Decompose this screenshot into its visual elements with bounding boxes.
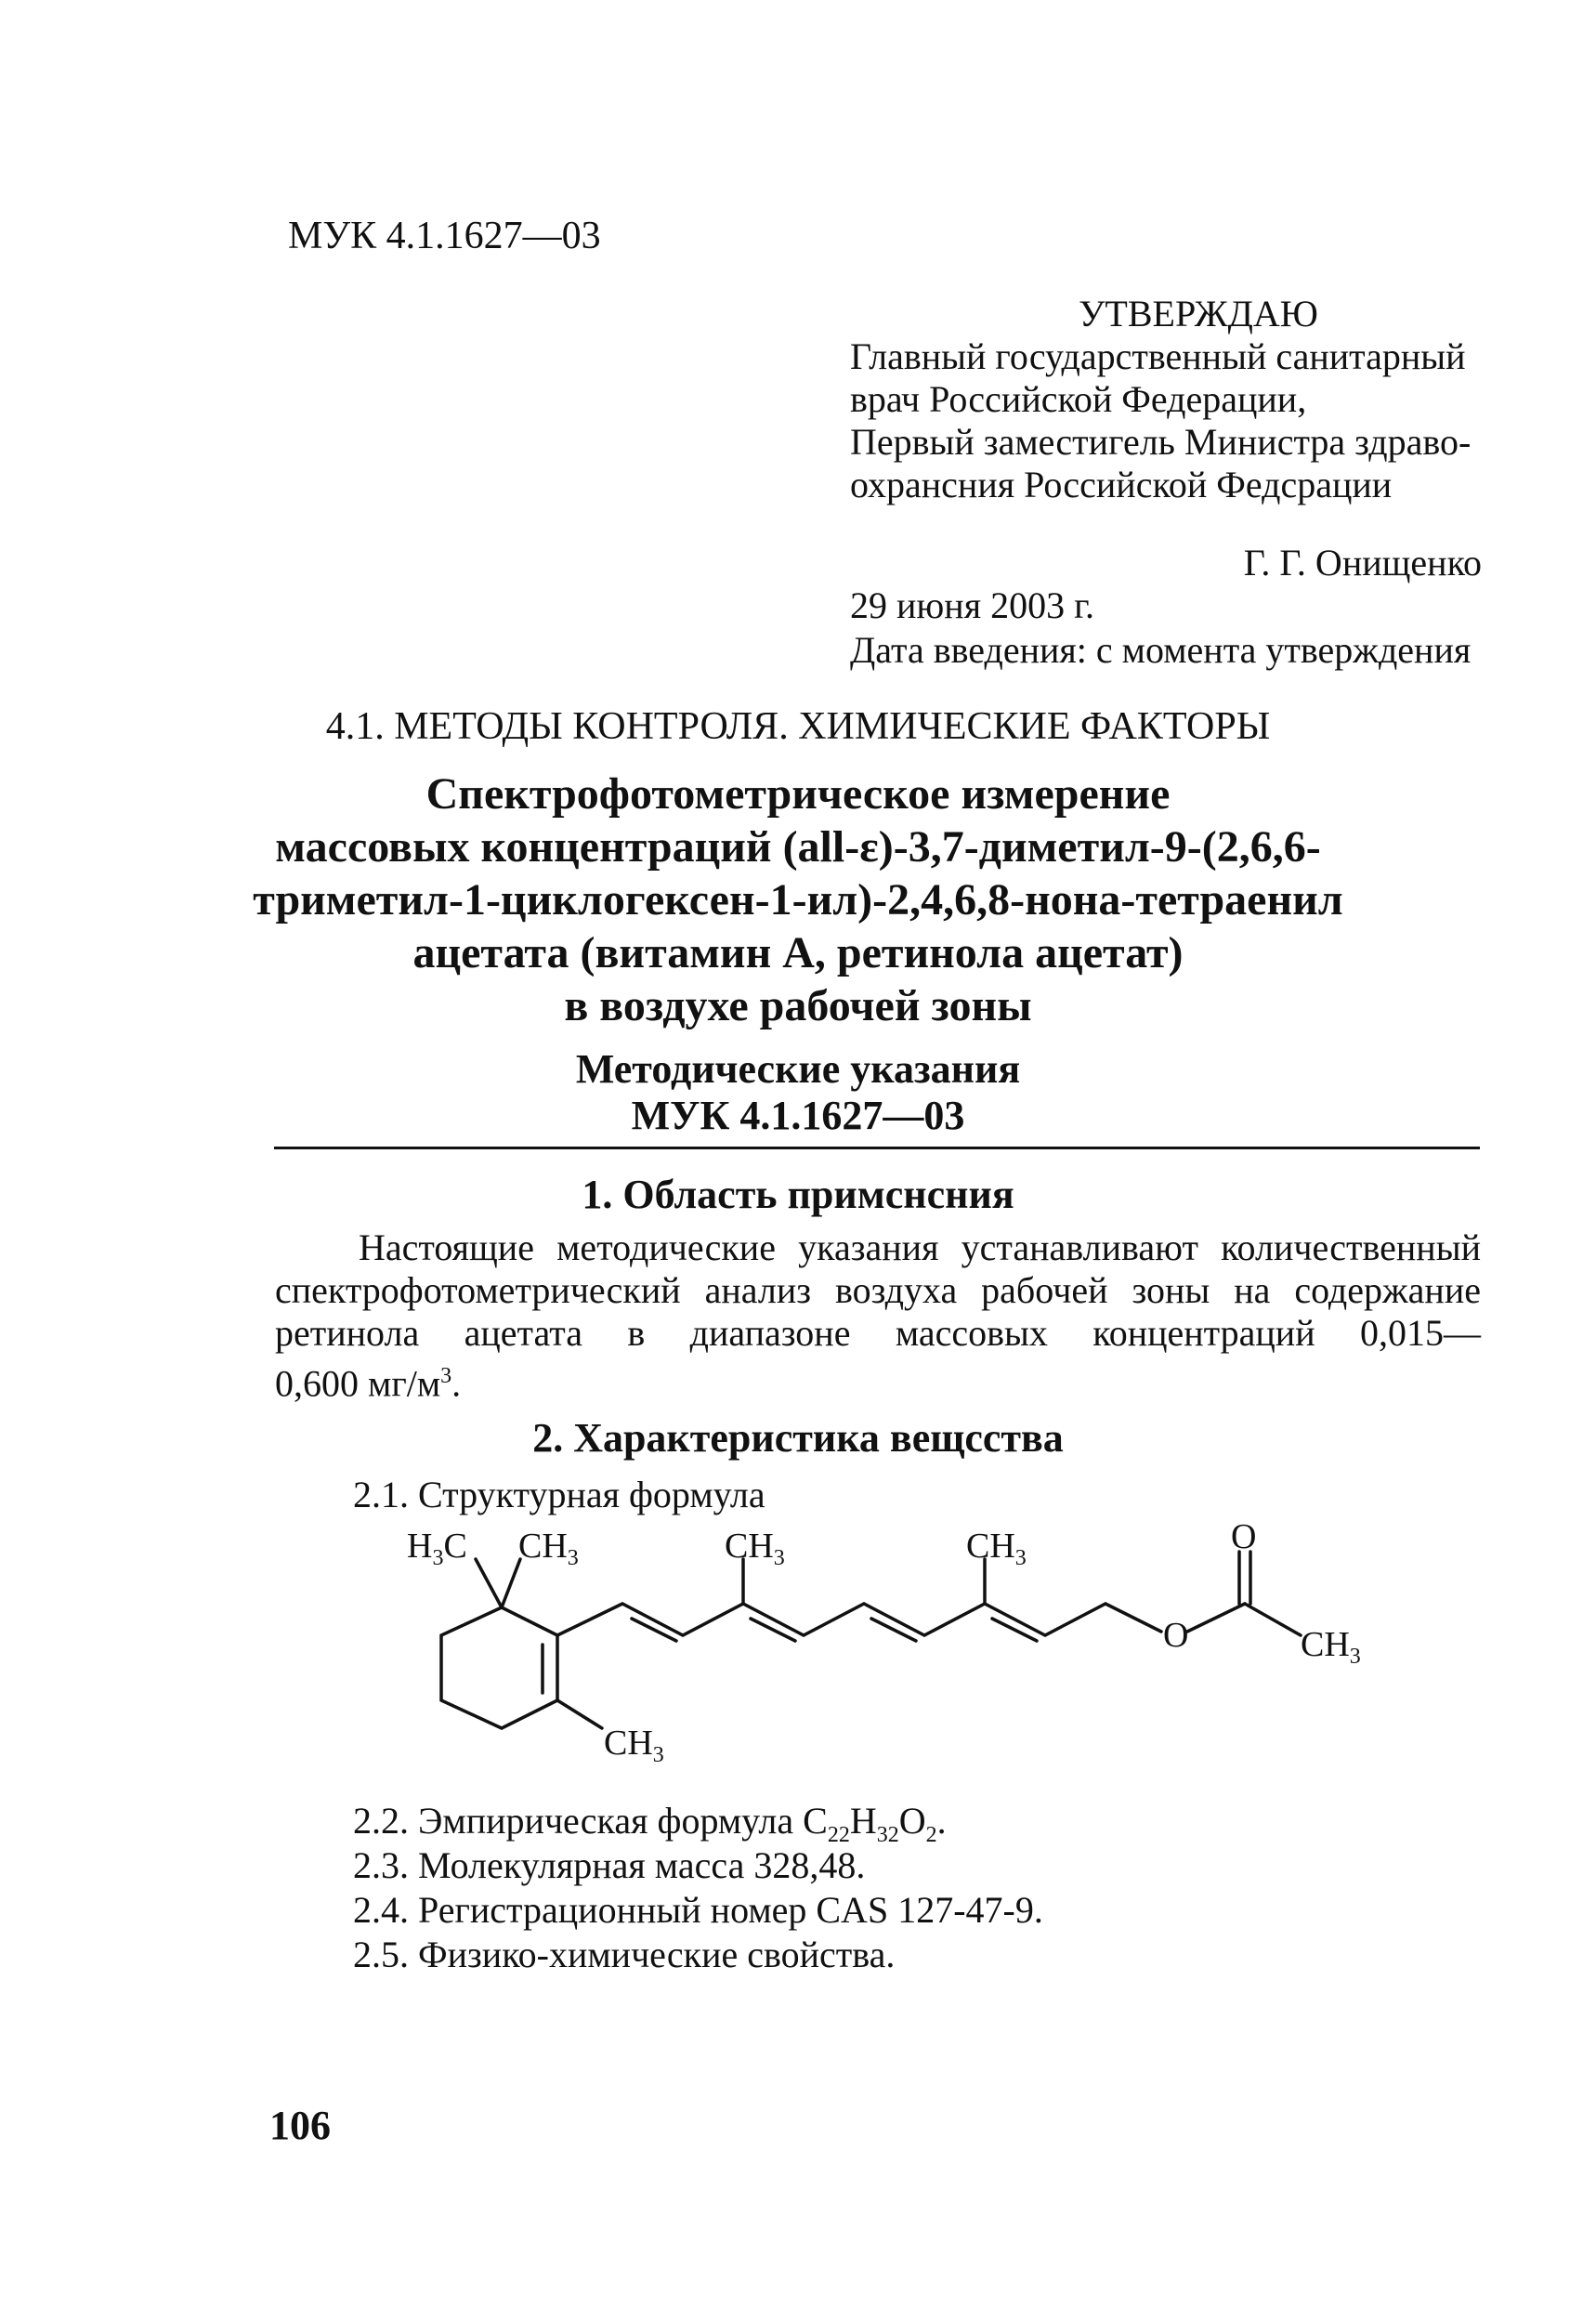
chain-double-bond: [871, 1619, 916, 1641]
horizontal-rule: [274, 1147, 1480, 1149]
formula-label-oxygen: O: [1163, 1616, 1189, 1655]
approval-signer: Г. Г. Онищенко: [1243, 542, 1482, 584]
paragraph-line: ретинола ацетата в диапазоне массовых концентраций 0,015—: [275, 1312, 1481, 1354]
empirical-formula: [353, 1799, 947, 1848]
paragraph-line: спектрофотометрический анализ воздуха рабочей зоны на содержание: [275, 1269, 1481, 1311]
paragraph-line: Настоящие методические указания устанавливают количественный: [359, 1226, 1481, 1268]
period: .: [451, 1362, 462, 1405]
document-title: [0, 767, 1596, 1032]
structural-formula-diagram: [372, 1515, 1412, 1793]
subtitle-line: Методические указания: [575, 1046, 1021, 1092]
formula-subscript: 2: [925, 1823, 937, 1847]
formula-subscript: 32: [876, 1823, 899, 1847]
characteristics-heading: 2. Характеристика вещсства: [532, 1415, 1064, 1461]
formula-subscript: 22: [827, 1823, 850, 1847]
methyl-bond: [557, 1700, 602, 1728]
approval-line: охрансния Российской Федсрации: [850, 464, 1393, 505]
paragraph-text: 0,600 мг/м: [275, 1362, 441, 1405]
formula-label-h3c: $H_3C$: [407, 1527, 467, 1570]
formula-label-ch3: $CH_3$: [725, 1527, 785, 1570]
document-subtitle: [0, 1046, 1596, 1139]
formula-label-ch3: $CH_3$: [518, 1527, 579, 1570]
title-line: ацетата (витамин А, ретинола ацетат): [412, 928, 1184, 977]
section-heading: 4.1. МЕТОДЫ КОНТРОЛЯ. ХИМИЧЕСКИЕ ФАКТОРЫ: [325, 705, 1271, 748]
scope-paragraph: [275, 1226, 1481, 1405]
paragraph-line: [275, 1355, 1481, 1405]
approval-label: УТВЕРЖДАЮ: [1079, 293, 1318, 334]
approval-line: врач Российской Федерации,: [850, 378, 1307, 420]
scope-heading: 1. Область примснсния: [582, 1172, 1014, 1217]
ester-bond: [1245, 1604, 1301, 1635]
formula-element: H: [849, 1800, 877, 1842]
physchem-properties: 2.5. Физико-химические свойства.: [353, 1934, 896, 1975]
chain-double-bond: [751, 1619, 795, 1641]
title-line: Спектрофотометрическое измерение: [425, 769, 1171, 819]
cyclohexene-ring: [441, 1607, 557, 1728]
approval-date-block: [850, 584, 1471, 673]
methyl-bond: [476, 1559, 502, 1607]
page-number: 106: [269, 2103, 331, 2148]
approval-line: Первый заместигель Министра здраво-: [850, 421, 1472, 463]
approval-line: Главный государственный санитарный: [850, 335, 1466, 377]
formula-label-ch3: $CH_3$: [604, 1724, 664, 1767]
formula-label-ch3: $CH_3$: [1301, 1625, 1361, 1669]
title-line: массовых концентраций (all-ε)-3,7-диметил-9-(2,6,6-: [275, 822, 1321, 872]
molar-mass: 2.3. Молекулярная масса 328,48.: [353, 1844, 866, 1886]
period: .: [936, 1800, 947, 1842]
title-line: триметил-1-циклогексен-1-ил)-2,4,6,8-нона-тетраенил: [253, 875, 1343, 925]
formula-element: O: [898, 1800, 926, 1842]
approval-block: [850, 293, 1500, 506]
structural-formula-label: 2.1. Структурная формула: [353, 1474, 765, 1515]
chain-double-bond: [992, 1619, 1037, 1641]
polyene-chain: [557, 1604, 1161, 1635]
running-header: МУК 4.1.1627—03: [288, 215, 601, 257]
item-label: 2.2. Эмпирическая формула: [353, 1800, 804, 1842]
effective-date: Дата введения: с момента утверждения: [850, 629, 1472, 671]
methyl-bond: [502, 1559, 520, 1607]
cas-number: 2.4. Регистрационный номер CAS 127-47-9.: [353, 1889, 1043, 1931]
formula-label-ch3: $CH_3$: [966, 1527, 1027, 1570]
formula-label-oxygen: O: [1231, 1517, 1257, 1556]
approval-date: 29 июня 2003 г.: [850, 584, 1094, 626]
superscript: 3: [440, 1364, 452, 1388]
title-line: в воздухе рабочей зоны: [564, 981, 1032, 1030]
subtitle-line: МУК 4.1.1627—03: [631, 1093, 965, 1138]
ester-bond: [1187, 1604, 1245, 1632]
formula-element: C: [803, 1800, 828, 1842]
